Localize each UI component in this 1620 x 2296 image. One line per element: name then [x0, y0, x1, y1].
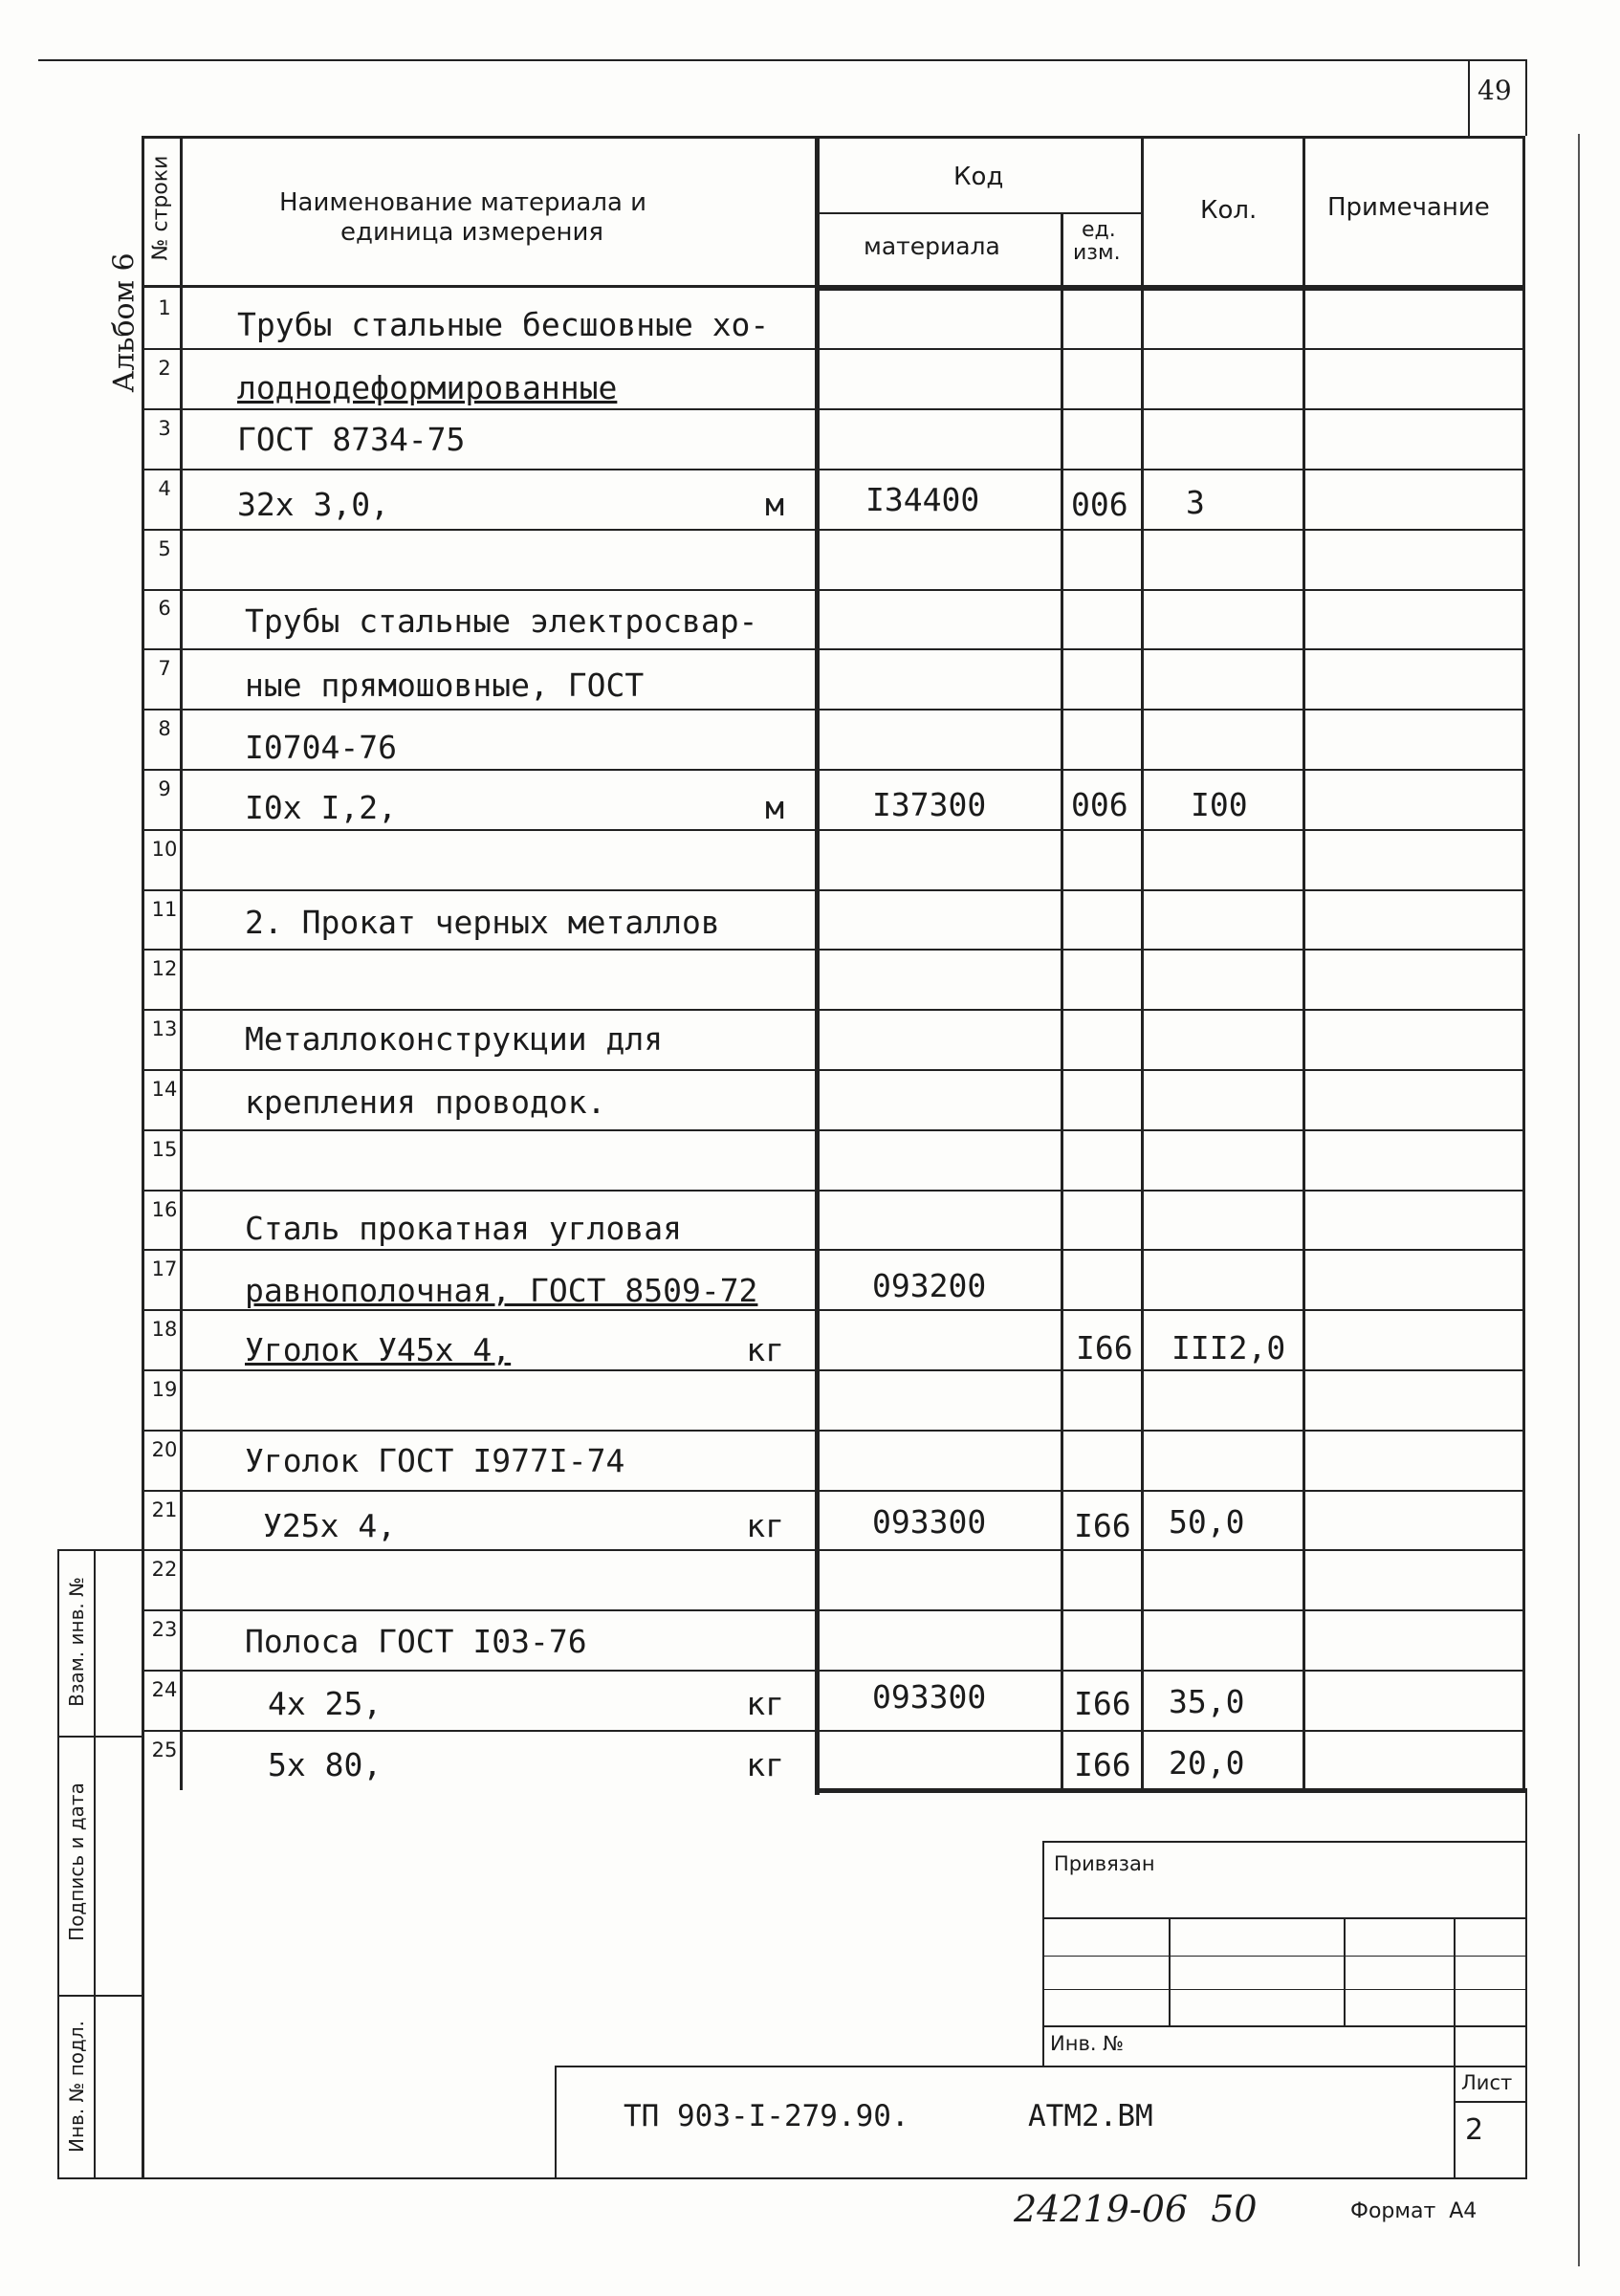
row-line: [142, 408, 1525, 410]
row-line: [142, 1249, 1525, 1251]
doc-code-box-top: [555, 2066, 1525, 2067]
table-left: [142, 136, 144, 2177]
row-line: [142, 769, 1525, 771]
row-ed: I66: [1074, 1746, 1131, 1783]
row-ed: I66: [1076, 1329, 1133, 1367]
row-line: [142, 1670, 1525, 1672]
col-num-right: [180, 136, 183, 1790]
row-line: [142, 1369, 1525, 1371]
row-line: [142, 1609, 1525, 1611]
row-line: [142, 1129, 1525, 1131]
row-line: [142, 1430, 1525, 1432]
doc-code-box-left: [555, 2066, 557, 2177]
row-number: 21: [151, 1498, 178, 1521]
row-name: Уголок У45х 4,: [245, 1331, 512, 1368]
row-ed: I66: [1074, 1507, 1131, 1544]
row-number: 3: [158, 417, 171, 440]
row-name: крепления проводок.: [245, 1083, 606, 1121]
row-unit: кг: [746, 1746, 784, 1783]
side-stamp-outer-left: [57, 1549, 59, 2177]
row-number: 22: [151, 1558, 178, 1581]
side-stamp-vzam: Взам. инв. №: [65, 1577, 88, 1707]
row-name: 5х 80,: [268, 1746, 383, 1783]
row-name: 4х 25,: [268, 1685, 383, 1722]
row-number: 7: [158, 657, 171, 680]
row-unit: м: [765, 486, 784, 523]
row-qty: 3: [1186, 484, 1205, 521]
header-unit-line1: ед.: [1082, 218, 1116, 242]
album-label: Альбом 6: [107, 252, 142, 393]
row-number: 19: [151, 1378, 178, 1401]
row-qty: 50,0: [1169, 1503, 1245, 1541]
row-unit: кг: [746, 1331, 784, 1368]
top-rule: [38, 59, 1525, 61]
header-material: материала: [864, 232, 1000, 260]
row-number: 25: [151, 1738, 178, 1761]
col-unit-right: [1141, 136, 1144, 1792]
list-box-left: [1454, 2066, 1456, 2177]
title-block-top: [1042, 1841, 1525, 1843]
doc-code: ТП 903-I-279.90.: [624, 2099, 909, 2133]
row-number: 8: [158, 717, 171, 740]
title-block-left: [1042, 1841, 1044, 2066]
row-line: [142, 1190, 1525, 1192]
row-name: Трубы стальные электросвар-: [245, 602, 758, 640]
row-number: 17: [151, 1257, 178, 1280]
row-unit: кг: [746, 1507, 784, 1544]
row-code: 093300: [872, 1678, 987, 1716]
row-name: равнополочная, ГОСТ 8509-72: [245, 1272, 758, 1309]
list-value: 2: [1465, 2113, 1484, 2147]
list-label: Лист: [1461, 2071, 1513, 2094]
side-stamp-bottom: [57, 2177, 1525, 2179]
row-unit: м: [765, 789, 784, 826]
row-number: 9: [158, 777, 171, 800]
row-name: 2. Прокат черных металлов: [245, 904, 720, 941]
page-number: 49: [1478, 75, 1512, 106]
row-name: Трубы стальные бесшовные хо-: [237, 306, 770, 343]
row-number: 16: [151, 1198, 178, 1221]
thick-bottom: [815, 1788, 1525, 1793]
row-ed: 006: [1071, 486, 1128, 523]
header-name-line1: Наименование материала и: [279, 188, 647, 217]
privyazan-label: Привязан: [1054, 1852, 1155, 1875]
row-line: [142, 648, 1525, 650]
right-margin-line: [1578, 134, 1580, 2266]
row-ed: I66: [1074, 1685, 1131, 1722]
inv-no-label: Инв. №: [1050, 2032, 1125, 2055]
row-name: У25х 4,: [263, 1507, 397, 1544]
row-line: [142, 1549, 1525, 1551]
row-qty: 35,0: [1169, 1683, 1245, 1720]
row-qty: I00: [1191, 786, 1248, 823]
row-number: 14: [151, 1078, 178, 1101]
handwritten-number: 24219-06 50: [1014, 2188, 1258, 2230]
title-block-vcol2: [1344, 1917, 1346, 2025]
header-code: Код: [953, 163, 1004, 191]
row-code: 093200: [872, 1267, 987, 1304]
row-number: 24: [151, 1678, 178, 1701]
row-line: [142, 829, 1525, 831]
doc-mark: АТМ2.ВМ: [1028, 2099, 1153, 2133]
row-line: [142, 889, 1525, 891]
row-name: I0х I,2,: [245, 789, 397, 826]
row-number: 1: [158, 296, 171, 319]
title-block-vcol1: [1169, 1917, 1171, 2025]
row-number: 20: [151, 1438, 178, 1461]
row-number: 13: [151, 1017, 178, 1040]
row-name: Уголок ГОСТ I977I-74: [245, 1442, 625, 1479]
side-stamp-podpis: Подпись и дата: [65, 1782, 88, 1941]
row-number: 5: [158, 537, 171, 560]
side-stamp-divider: [94, 1549, 96, 2177]
row-number: 23: [151, 1618, 178, 1641]
row-name: ные прямошовные, ГОСТ: [245, 667, 645, 704]
header-qty: Кол.: [1200, 196, 1258, 225]
page-box-left: [1468, 59, 1470, 136]
row-name: 32х 3,0,: [237, 486, 389, 523]
col-qty-right: [1303, 136, 1305, 1792]
row-number: 18: [151, 1318, 178, 1341]
row-line: [142, 529, 1525, 531]
row-number: 12: [151, 957, 178, 980]
row-number: 11: [151, 898, 178, 921]
row-qty: III2,0: [1171, 1329, 1286, 1367]
code-header-divider: [815, 212, 1144, 214]
row-code: I37300: [872, 786, 987, 823]
row-line: [142, 1730, 1525, 1732]
row-number: 2: [158, 357, 171, 380]
row-name: ГОСТ 8734-75: [237, 421, 466, 458]
row-name: Полоса ГОСТ I03-76: [245, 1623, 587, 1660]
row-qty: 20,0: [1169, 1744, 1245, 1782]
table-right: [1522, 136, 1525, 1792]
row-name: I0704-76: [245, 729, 397, 766]
row-code: 093300: [872, 1503, 987, 1541]
row-line: [142, 709, 1525, 711]
col-material-right: [1061, 212, 1063, 1792]
row-number: 10: [151, 838, 178, 861]
code-block-top: [815, 285, 1525, 291]
header-row-no: № строки: [148, 155, 173, 261]
header-note: Примечание: [1327, 193, 1490, 222]
row-name: Металлоконструкции для: [245, 1020, 664, 1058]
row-line: [142, 1490, 1525, 1492]
row-number: 15: [151, 1138, 178, 1161]
col-name-right: [815, 136, 820, 1795]
title-block-right: [1525, 1788, 1527, 2179]
header-name-line2: единица измерения: [340, 218, 604, 247]
row-line: [142, 1009, 1525, 1011]
row-name: Сталь прокатная угловая: [245, 1210, 682, 1247]
row-unit: кг: [746, 1685, 784, 1722]
side-stamp-inv: Инв. № подл.: [65, 2021, 88, 2153]
row-line: [142, 949, 1525, 951]
row-number: 6: [158, 597, 171, 620]
row-line: [142, 1069, 1525, 1071]
row-line: [142, 348, 1525, 350]
title-block-vcol3: [1454, 1917, 1456, 2066]
header-unit-line2: изм.: [1073, 241, 1121, 265]
row-name: лоднодеформированные: [237, 369, 618, 406]
row-ed: 006: [1071, 786, 1128, 823]
list-box-mid: [1454, 2101, 1525, 2103]
row-code: I34400: [865, 481, 980, 518]
row-line: [142, 589, 1525, 591]
row-line: [142, 1309, 1525, 1311]
row-number: 4: [158, 477, 171, 500]
page-box-right: [1525, 59, 1527, 136]
table-top: [142, 136, 1525, 139]
row-line: [142, 469, 1525, 470]
format-label: Формат А4: [1350, 2199, 1478, 2223]
